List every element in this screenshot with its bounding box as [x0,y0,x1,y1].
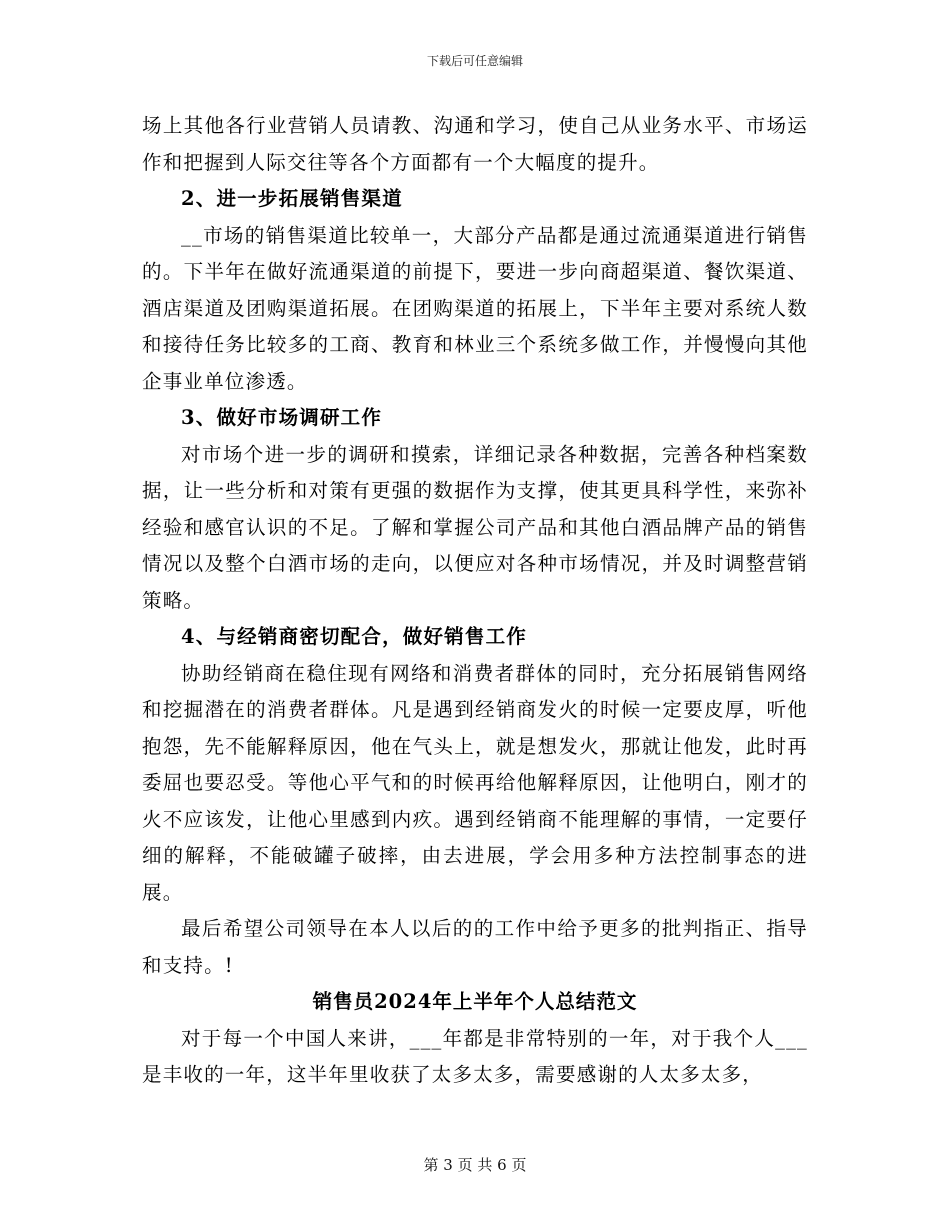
section-heading-3: 3、做好市场调研工作 [181,406,383,429]
paragraph-sales-channels: __市场的销售渠道比较单一，大部分产品都是通过流通渠道进行销售的。下半年在做好流通渠道的前提下，要进一步向商超渠道、餐饮渠道、酒店渠道及团购渠道拓展。在团购渠道的拓展上，下半年主要对系统人数和接待任务比较多的工商、教育和林业三个系统多做工作，并慢慢向其他企事业单位渗透。 [142,223,808,393]
paragraph-closing: 最后希望公司领导在本人以后的的工作中给予更多的批判指正、指导和支持。! [142,917,808,977]
section-heading-4: 4、与经销商密切配合，做好销售工作 [181,625,527,648]
paragraph-market-research: 对市场个进一步的调研和摸索，详细记录各种数据，完善各种档案数据，让一些分析和对策有更强的数据作为支撑，使其更具科学性，来弥补经验和感官认识的不足。了解和掌握公司产品和其他白酒品牌产品的销售情况以及整个白酒市场的走向，以便应对各种市场情况，并及时调整营销策略。 [142,442,808,612]
page-number: 第 3 页 共 6 页 [423,1156,527,1174]
section-heading-2: 2、进一步拓展销售渠道 [181,187,403,210]
paragraph-dealer-cooperation: 协助经销商在稳住现有网络和消费者群体的同时，充分拓展销售网络和挖掘潜在的消费者群体。凡是遇到经销商发火的时候一定要皮厚，听他抱怨，先不能解释原因，他在气头上，就是想发火，那就让他发，此时再委屈也要忍受。等他心平气和的时候再给他解释原因，让他明白，刚才的火不应该发，让他心里感到内疚。遇到经销商不能理解的事情，一定要仔细的解释，不能破罐子破摔，由去进展，学会用多种方法控制事态的进展。 [142,661,808,904]
document-title: 销售员2024年上半年个人总结范文 [312,990,638,1013]
document-body [142,108,808,1094]
paragraph-intro: 对于每一个中国人来讲，___年都是非常特别的一年，对于我个人___是丰收的一年，这半年里收获了太多太多，需要感谢的人太多太多， [142,1026,808,1086]
paragraph-continuation: 场上其他各行业营销人员请教、沟通和学习，使自己从业务水平、市场运作和把握到人际交往等各个方面都有一个大幅度的提升。 [142,114,808,174]
page-header: 下载后可任意编辑 [426,54,523,68]
